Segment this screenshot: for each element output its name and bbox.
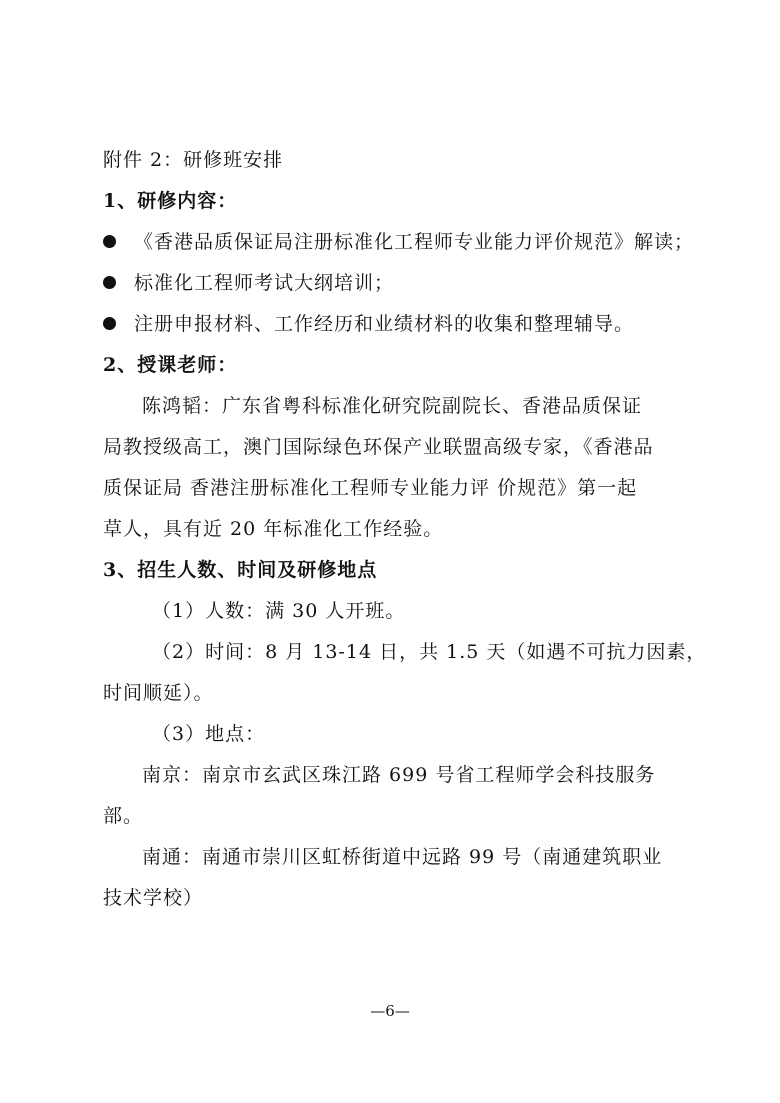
bullet-icon [103,235,116,248]
section3-heading: 3、招生人数、时间及研修地点 [103,559,378,581]
bullet-text: 注册申报材料、工作经历和业绩材料的收集和整理辅导。 [134,313,635,335]
bullet-text: 标准化工程师考试大纲培训； [134,272,395,294]
section2-heading: 2、授课老师： [103,354,238,376]
location-label: （3）地点： [152,723,266,745]
teacher-line: 质保证局 香港注册标准化工程师专业能力评 价规范》第一起 [103,477,638,499]
schedule-line: （2）时间：8 月 13-14 日，共 1.5 天（如遇不可抗力因素， [152,641,707,663]
teacher-line: 草人，具有近 20 年标准化工作经验。 [103,518,444,540]
section1-heading: 1、研修内容： [103,190,238,212]
teacher-line: 局教授级高工，澳门国际绿色环保产业联盟高级专家，《香港品 [103,436,654,458]
bullet-item [103,271,394,295]
bullet-item [103,230,694,254]
teacher-line: 陈鸿韬：广东省粤科标准化研究院副院长、香港品质保证 [142,395,643,417]
nantong-address: 南通：南通市崇川区虹桥街道中远路 99 号（南通建筑职业 [142,846,663,868]
bullet-item [103,312,634,336]
nanjing-address: 部。 [103,805,144,827]
nantong-address: 技术学校） [103,887,204,909]
bullet-icon [103,317,116,330]
enrollment-count: （1）人数：满 30 人开班。 [152,600,406,622]
nanjing-address: 南京：南京市玄武区珠江路 699 号省工程师学会科技服务 [142,764,656,786]
attachment-title: 附件 2：研修班安排 [103,149,284,171]
bullet-text: 《香港品质保证局注册标准化工程师专业能力评价规范》解读； [134,231,695,253]
bullet-icon [103,276,116,289]
schedule-line: 时间顺延）。 [103,682,214,704]
page-number: —6— [370,1002,410,1020]
